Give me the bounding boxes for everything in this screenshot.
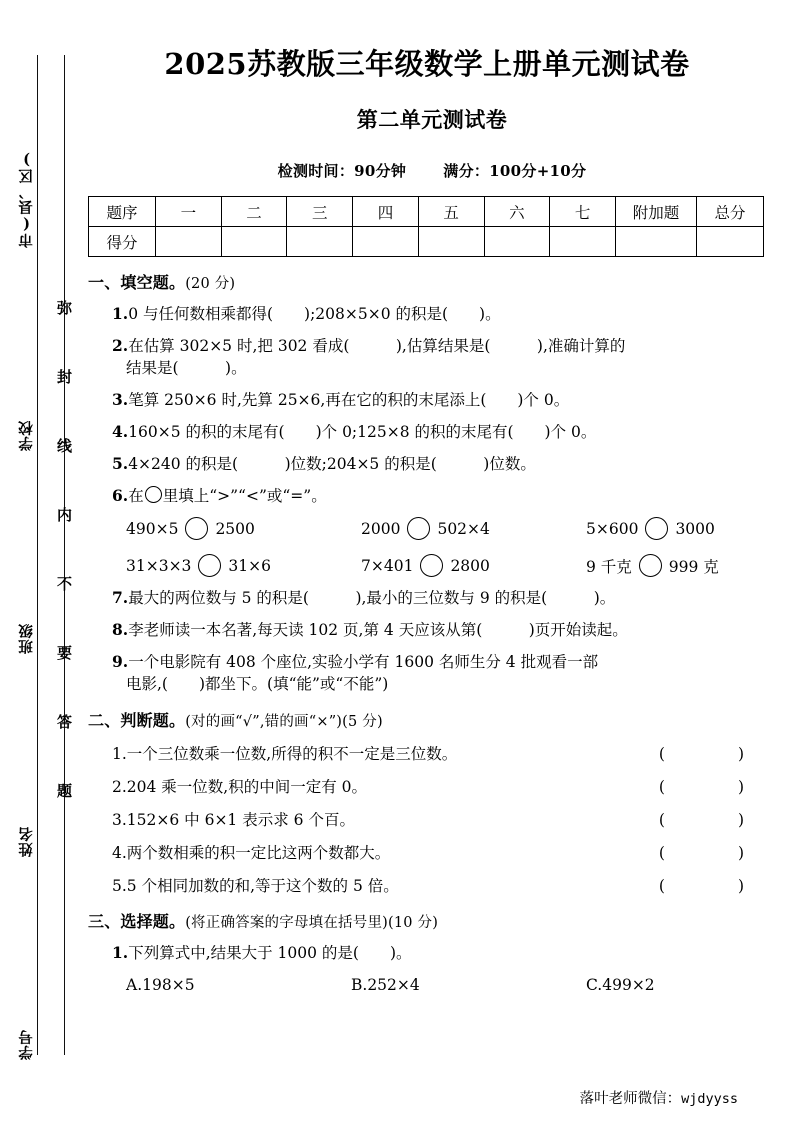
seal-warning-column	[52, 300, 78, 800]
question-3-1-options	[88, 976, 776, 994]
compare-circle-1[interactable]	[185, 517, 208, 540]
compare-circle-3[interactable]	[645, 517, 668, 540]
section-2-score: (对的画“√”,错的画“×”)(5 分)	[185, 714, 383, 730]
truefalse-item-3	[88, 808, 776, 830]
exam-full-score: 满分：100分+10分	[443, 162, 587, 180]
section-heading-3	[88, 909, 776, 932]
truefalse-item-4-text: 两个数相乘的积一定比这两个数都大。	[126, 844, 391, 862]
truefalse-item-3-text: 152×6 中 6×1 表示求 6 个百。	[126, 811, 355, 829]
truefalse-item-2-num: 2.	[112, 778, 127, 796]
circle-icon	[145, 486, 162, 503]
question-1-4	[88, 421, 776, 443]
compare-pair-4-left: 31×3×3	[126, 556, 192, 575]
seal-field-shixianqu: 市(县、区)	[18, 150, 36, 248]
score-table	[88, 196, 764, 257]
compare-pair-6-left: 9 千克	[586, 557, 632, 576]
watermark-prefix: 落叶老师微信：	[579, 1091, 682, 1107]
option-a[interactable]: A.198×5	[126, 976, 195, 994]
question-1-6-text-after: 里填上“>”“<”或“=”。	[162, 487, 327, 505]
question-3-1	[88, 942, 776, 964]
truefalse-item-2-body	[112, 775, 367, 797]
question-1-4-num: 4.	[112, 422, 129, 441]
score-col-6: 六	[484, 197, 550, 227]
score-col-1: 一	[156, 197, 222, 227]
truefalse-item-4-body	[112, 841, 390, 863]
question-1-3-text: 笔算 250×6 时,先算 25×6,再在它的积的末尾添上( )个 0。	[128, 391, 570, 409]
compare-pair-1-right: 2500	[215, 519, 255, 538]
question-1-9-cont: 电影,( )都坐下。(填“能”或“不能”)	[126, 675, 389, 693]
compare-circle-5[interactable]	[420, 554, 443, 577]
score-cell-7[interactable]	[550, 227, 616, 257]
seal-warning-char-3: 线	[56, 437, 73, 456]
truefalse-item-3-num: 3.	[112, 811, 127, 829]
section-3-score: (将正确答案的字母填在括号里)(10 分)	[185, 915, 439, 931]
truefalse-item-1-num: 1.	[112, 745, 127, 763]
truefalse-item-5-num: 5.	[112, 877, 127, 895]
compare-pair-4-right: 31×6	[228, 556, 271, 575]
score-col-2: 二	[221, 197, 287, 227]
exam-meta	[88, 160, 776, 181]
compare-pair-3	[586, 517, 776, 540]
question-1-2-num: 2.	[112, 336, 129, 355]
score-cell-total[interactable]	[697, 227, 764, 257]
seal-field-xingming: 姓名	[18, 826, 36, 857]
question-1-5	[88, 453, 776, 475]
compare-pair-6-right: 999 克	[668, 557, 719, 576]
truefalse-item-2-text: 204 乘一位数,积的中间一定有 0。	[126, 778, 368, 796]
compare-pair-2-right: 502×4	[437, 519, 490, 538]
seal-info-column	[14, 150, 40, 1060]
score-col-total: 总分	[697, 197, 764, 227]
score-table-header-row	[89, 197, 764, 227]
score-col-extra: 附加题	[616, 197, 697, 227]
seal-field-banji: 班级	[18, 623, 36, 654]
compare-pair-1-left: 490×5	[126, 519, 179, 538]
compare-pair-2-left: 2000	[361, 519, 401, 538]
truefalse-item-5-answer[interactable]: ( )	[658, 877, 758, 895]
question-1-4-text: 160×5 的积的末尾有( )个 0;125×8 的积的末尾有( )个 0。	[128, 423, 597, 441]
truefalse-item-1-answer[interactable]: ( )	[658, 745, 758, 763]
truefalse-item-3-body	[112, 808, 355, 830]
score-cell-2[interactable]	[221, 227, 287, 257]
question-1-9	[88, 651, 776, 695]
compare-pair-5	[361, 554, 586, 577]
question-1-6-text-before: 在	[128, 487, 144, 505]
score-col-3: 三	[287, 197, 353, 227]
truefalse-item-4	[88, 841, 776, 863]
seal-warning-char-4: 内	[56, 506, 73, 525]
section-2-title: 二、判断题。	[88, 711, 186, 730]
question-1-3-num: 3.	[112, 390, 129, 409]
compare-grid	[88, 517, 776, 577]
seal-warning-char-6: 要	[56, 644, 73, 663]
page-title: 2025苏教版三年级数学上册单元测试卷	[164, 47, 690, 81]
truefalse-item-2-answer[interactable]: ( )	[658, 778, 758, 796]
question-1-2-cont: 结果是( )。	[126, 359, 247, 377]
seal-field-xuehao: 学号	[18, 1029, 36, 1060]
truefalse-item-1-body	[112, 742, 457, 764]
truefalse-item-4-answer[interactable]: ( )	[658, 844, 758, 862]
score-col-4: 四	[353, 197, 419, 227]
compare-pair-6	[586, 554, 776, 577]
score-cell-extra[interactable]	[616, 227, 697, 257]
question-1-5-num: 5.	[112, 454, 129, 473]
section-1-score: (20 分)	[185, 276, 236, 292]
score-col-7: 七	[550, 197, 616, 227]
truefalse-item-1	[88, 742, 776, 764]
truefalse-item-5-text: 5 个相同加数的和,等于这个数的 5 倍。	[126, 877, 399, 895]
section-heading-2	[88, 708, 776, 731]
seal-warning-char-5: 不	[56, 575, 73, 594]
compare-circle-2[interactable]	[407, 517, 430, 540]
seal-warning-char-1: 弥	[56, 299, 73, 317]
question-1-2-text: 在估算 302×5 时,把 302 看成( ),估算结果是( ),准确计算的	[128, 337, 626, 355]
option-c[interactable]: C.499×2	[586, 976, 655, 994]
question-1-1-text: 0 与任何数相乘都得( );208×5×0 的积是( )。	[128, 305, 501, 323]
question-1-6	[88, 485, 776, 507]
question-3-1-num: 1.	[112, 943, 129, 962]
question-1-8-text: 李老师读一本名著,每天读 102 页,第 4 天应该从第( )页开始读起。	[128, 621, 628, 639]
watermark	[580, 1087, 738, 1108]
compare-circle-4[interactable]	[198, 554, 221, 577]
compare-pair-3-left: 5×600	[586, 519, 639, 538]
seal-field-xuexiao: 学校	[18, 420, 36, 451]
compare-circle-6[interactable]	[639, 554, 662, 577]
question-1-6-num: 6.	[112, 486, 129, 505]
truefalse-item-3-answer[interactable]: ( )	[658, 811, 758, 829]
score-table-row-label-score: 得分	[89, 227, 156, 257]
question-1-2	[88, 335, 776, 379]
section-1-title: 一、填空题。	[88, 273, 186, 292]
truefalse-item-5	[88, 874, 776, 896]
watermark-handle: wjdyyss	[681, 1091, 738, 1107]
score-table-row-label-order: 题序	[89, 197, 156, 227]
score-cell-6[interactable]	[484, 227, 550, 257]
truefalse-item-1-text: 一个三位数乘一位数,所得的积不一定是三位数。	[126, 745, 458, 763]
seal-warning-char-7: 答	[56, 713, 73, 732]
question-1-7	[88, 587, 776, 609]
question-1-3	[88, 389, 776, 411]
compare-pair-5-left: 7×401	[361, 556, 414, 575]
seal-warning-char-8: 题	[56, 782, 73, 801]
compare-pair-1	[126, 517, 361, 540]
question-1-9-num: 9.	[112, 652, 129, 671]
seal-warning-char-2: 封	[56, 368, 73, 387]
compare-pair-3-right: 3000	[675, 519, 715, 538]
section-heading-1	[88, 270, 776, 293]
question-1-7-num: 7.	[112, 588, 129, 607]
compare-pair-5-right: 2800	[450, 556, 490, 575]
exam-paper	[88, 0, 776, 1122]
question-3-1-text: 下列算式中,结果大于 1000 的是( )。	[128, 944, 412, 962]
score-col-5: 五	[418, 197, 484, 227]
question-1-9-text: 一个电影院有 408 个座位,实验小学有 1600 名师生分 4 批观看一部	[128, 653, 599, 671]
question-1-1	[88, 303, 776, 325]
question-1-8-num: 8.	[112, 620, 129, 639]
truefalse-item-5-body	[112, 874, 399, 896]
question-1-7-text: 最大的两位数与 5 的积是( ),最小的三位数与 9 的积是( )。	[128, 589, 616, 607]
score-cell-4[interactable]	[353, 227, 419, 257]
question-1-8	[88, 619, 776, 641]
exam-duration: 检测时间：90分钟	[277, 162, 407, 180]
truefalse-item-4-num: 4.	[112, 844, 127, 862]
section-3-title: 三、选择题。	[88, 912, 186, 931]
score-table-value-row	[89, 227, 764, 257]
score-cell-1[interactable]	[156, 227, 222, 257]
score-cell-5[interactable]	[418, 227, 484, 257]
question-1-5-text: 4×240 的积是( )位数;204×5 的积是( )位数。	[128, 455, 536, 473]
score-cell-3[interactable]	[287, 227, 353, 257]
compare-pair-4	[126, 554, 361, 577]
truefalse-item-2	[88, 775, 776, 797]
option-b[interactable]: B.252×4	[351, 976, 420, 994]
question-1-1-num: 1.	[112, 304, 129, 323]
compare-pair-2	[361, 517, 586, 540]
page-subtitle: 第二单元测试卷	[356, 107, 508, 132]
